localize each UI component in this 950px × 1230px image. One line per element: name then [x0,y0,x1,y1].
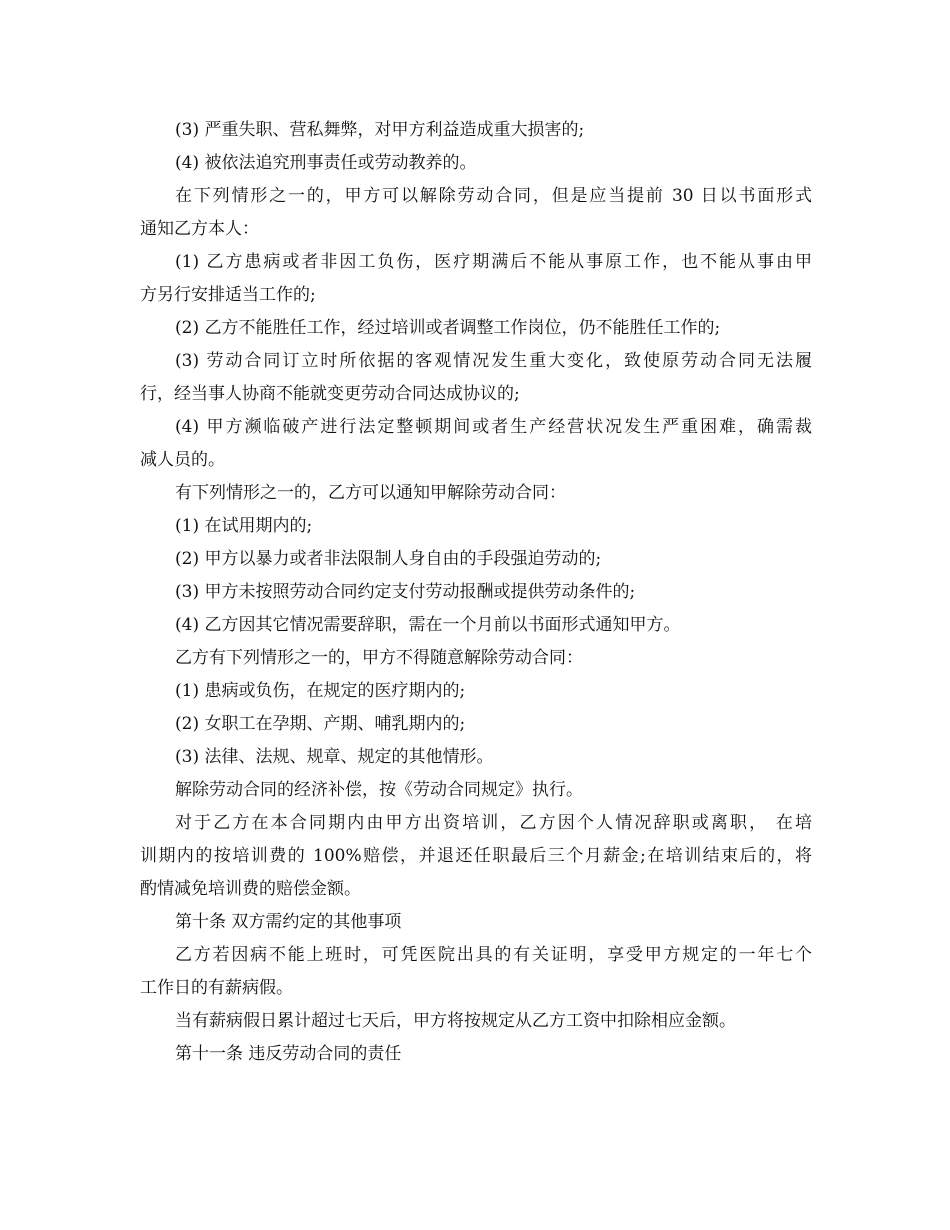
paragraph-line: 工作日的有薪病假。 [140,978,293,998]
paragraph-line: 有下列情形之一的，乙方可以通知甲解除劳动合同： [175,483,566,503]
paragraph-line: 行，经当事人协商不能就变更劳动合同达成协议的; [140,384,520,404]
paragraph-line: (2) 乙方不能胜任工作，经过培训或者调整工作岗位，仍不能胜任工作的; [175,318,721,338]
paragraph-line: (1) 乙方患病或者非因工负伤，医疗期满后不能从事原工作，也不能从事由甲 [175,252,812,272]
paragraph-line: 通知乙方本人： [140,219,259,239]
paragraph-line: (2) 女职工在孕期、产期、哺乳期内的; [175,714,466,734]
paragraph-line: 解除劳动合同的经济补偿，按《劳动合同规定》执行。 [175,780,583,800]
paragraph-line: 减人员的。 [140,450,225,470]
paragraph-line: (3) 劳动合同订立时所依据的客观情况发生重大变化，致使原劳动合同无法履 [175,351,812,371]
section-heading: 第十条 双方需约定的其他事项 [175,912,402,932]
paragraph-line: 酌情减免培训费的赔偿金额。 [140,879,361,899]
paragraph-line: (4) 乙方因其它情况需要辞职，需在一个月前以书面形式通知甲方。 [175,615,681,635]
paragraph-line: 当有薪病假日累计超过七天后，甲方将按规定从乙方工资中扣除相应金额。 [175,1011,736,1031]
paragraph-line: (3) 法律、法规、规章、规定的其他情形。 [175,747,494,767]
paragraph-line: 训期内的按培训费的 100%赔偿，并退还任职最后三个月薪金;在培训结束后的，将 [140,846,812,866]
section-heading: 第十一条 违反劳动合同的责任 [175,1044,402,1064]
paragraph-line: (3) 甲方未按照劳动合同约定支付劳动报酬或提供劳动条件的; [175,582,636,602]
paragraph-line: 乙方有下列情形之一的，甲方不得随意解除劳动合同： [175,648,583,668]
paragraph-line: 乙方若因病不能上班时，可凭医院出具的有关证明，享受甲方规定的一年七个 [175,945,812,965]
paragraph-line: 在下列情形之一的，甲方可以解除劳动合同，但是应当提前 30 日以书面形式 [175,186,812,206]
paragraph-line: 方另行安排适当工作的; [140,285,316,305]
paragraph-line: (1) 患病或负伤，在规定的医疗期内的; [175,681,466,701]
paragraph-line: (2) 甲方以暴力或者非法限制人身自由的手段强迫劳动的; [175,549,602,569]
paragraph-line: (4) 被依法追究刑事责任或劳动教养的。 [175,153,477,173]
paragraph-line: (1) 在试用期内的; [175,516,313,536]
paragraph-line: 对于乙方在本合同期内由甲方出资培训，乙方因个人情况辞职或离职， 在培 [175,813,812,833]
document-body [140,114,812,1071]
paragraph-line: (4) 甲方濒临破产进行法定整顿期间或者生产经营状况发生严重困难，确需裁 [175,417,812,437]
paragraph-line: (3) 严重失职、营私舞弊，对甲方利益造成重大损害的; [175,120,585,140]
